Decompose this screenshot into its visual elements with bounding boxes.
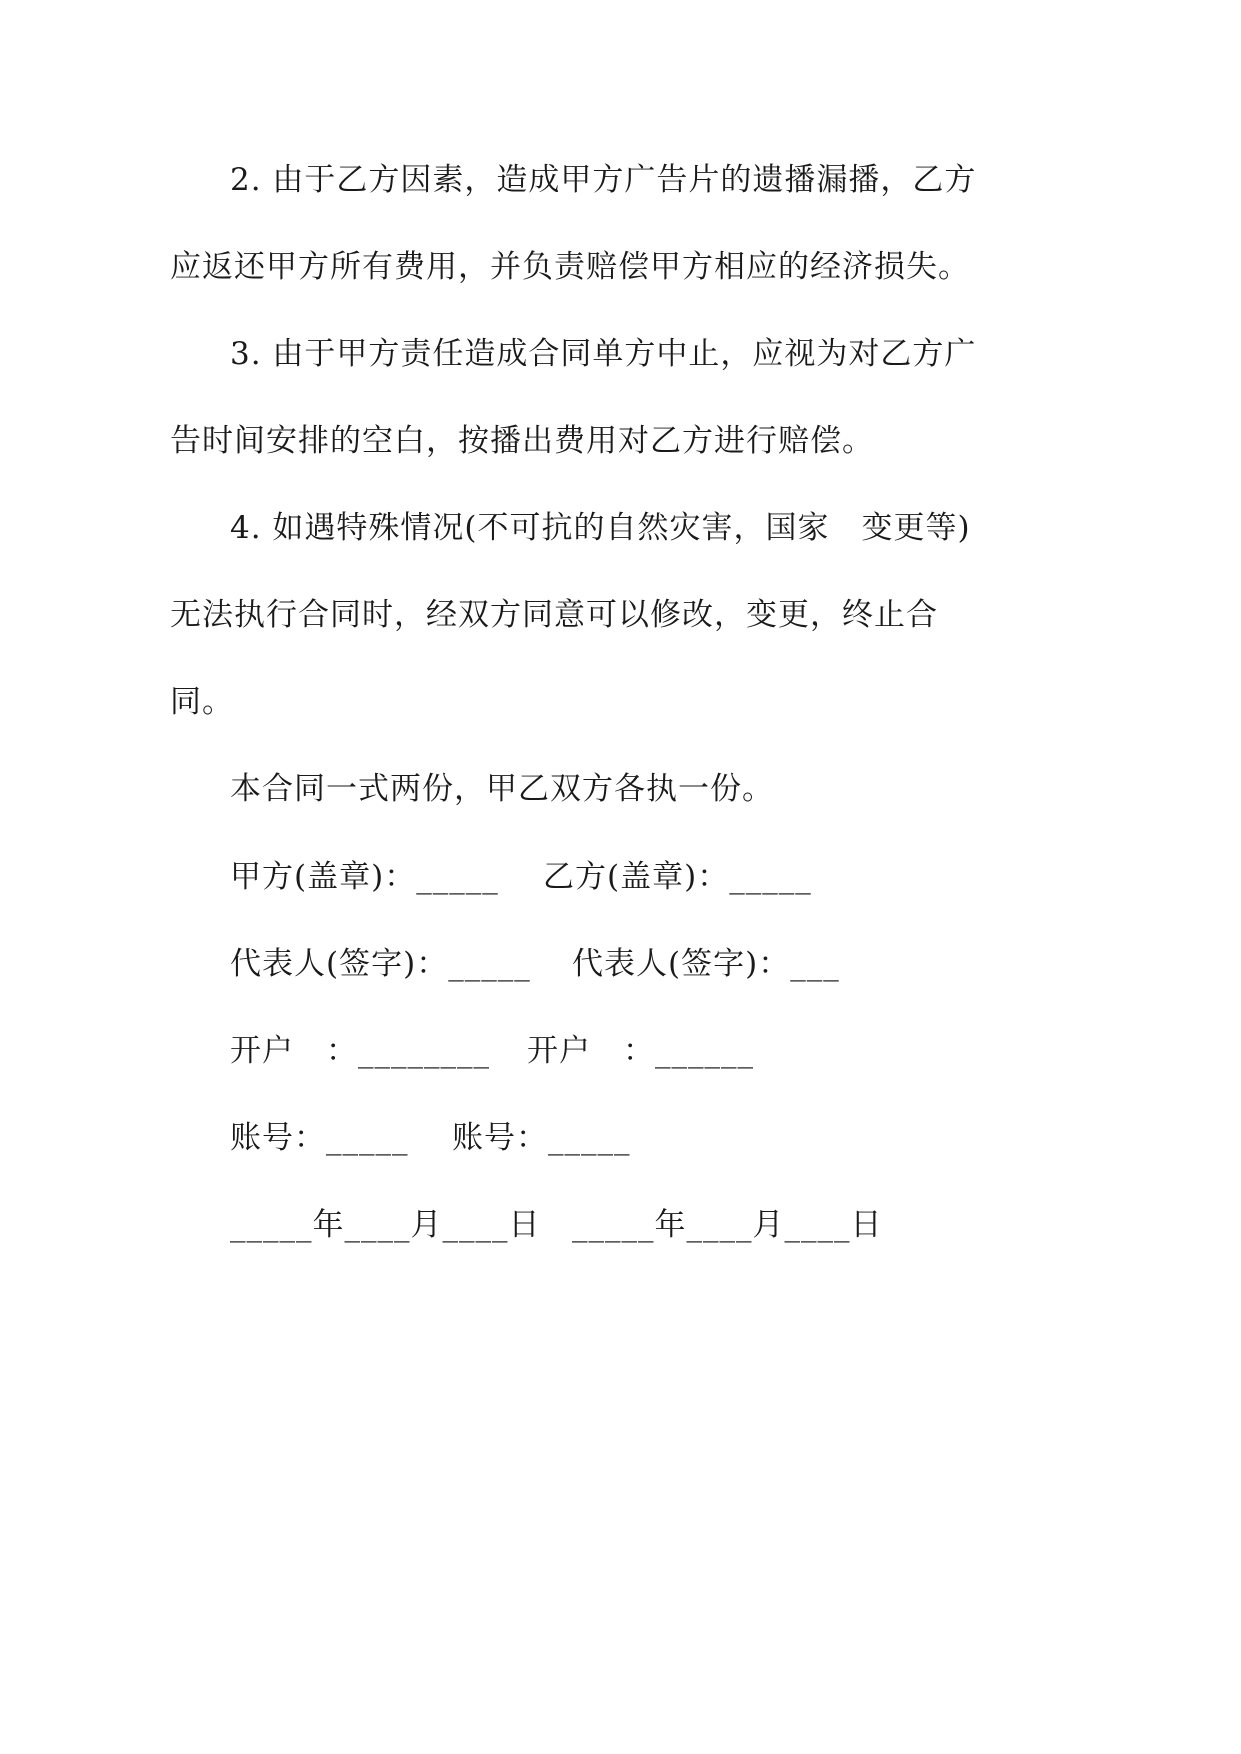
date-a-field: _____年____月____日 — [230, 1207, 541, 1243]
bank-b-field: 开户 ：______ — [527, 1033, 754, 1069]
clause-4-line-1: 4. 如遇特殊情况(不可抗的自然灾害，国家 变更等) — [230, 510, 971, 546]
clause-3-line-2: 告时间安排的空白，按播出费用对乙方进行赔偿。 — [170, 423, 874, 459]
party-b-seal-field: 乙方(盖章)：_____ — [543, 859, 812, 895]
copies-statement: 本合同一式两份，甲乙双方各执一份。 — [230, 771, 774, 807]
account-b-field: 账号：_____ — [452, 1120, 631, 1156]
bank-a-field: 开户 ：________ — [230, 1033, 490, 1069]
clause-4-line-2: 无法执行合同时，经双方同意可以修改，变更，终止合 — [170, 597, 938, 633]
clause-2-line-2: 应返还甲方所有费用，并负责赔偿甲方相应的经济损失。 — [170, 249, 970, 285]
date-b-field: _____年____月____日 — [572, 1207, 883, 1243]
rep-a-sign-field: 代表人(签字)：_____ — [230, 946, 531, 982]
clause-4-line-3: 同。 — [170, 684, 234, 720]
clause-2-line-1: 2. 由于乙方因素，造成甲方广告片的遗播漏播，乙方 — [230, 162, 977, 198]
party-a-seal-field: 甲方(盖章)：_____ — [230, 859, 499, 895]
clause-3-line-1: 3. 由于甲方责任造成合同单方中止，应视为对乙方广 — [230, 336, 977, 372]
account-a-field: 账号：_____ — [230, 1120, 409, 1156]
rep-b-sign-field: 代表人(签字)：___ — [572, 946, 840, 982]
